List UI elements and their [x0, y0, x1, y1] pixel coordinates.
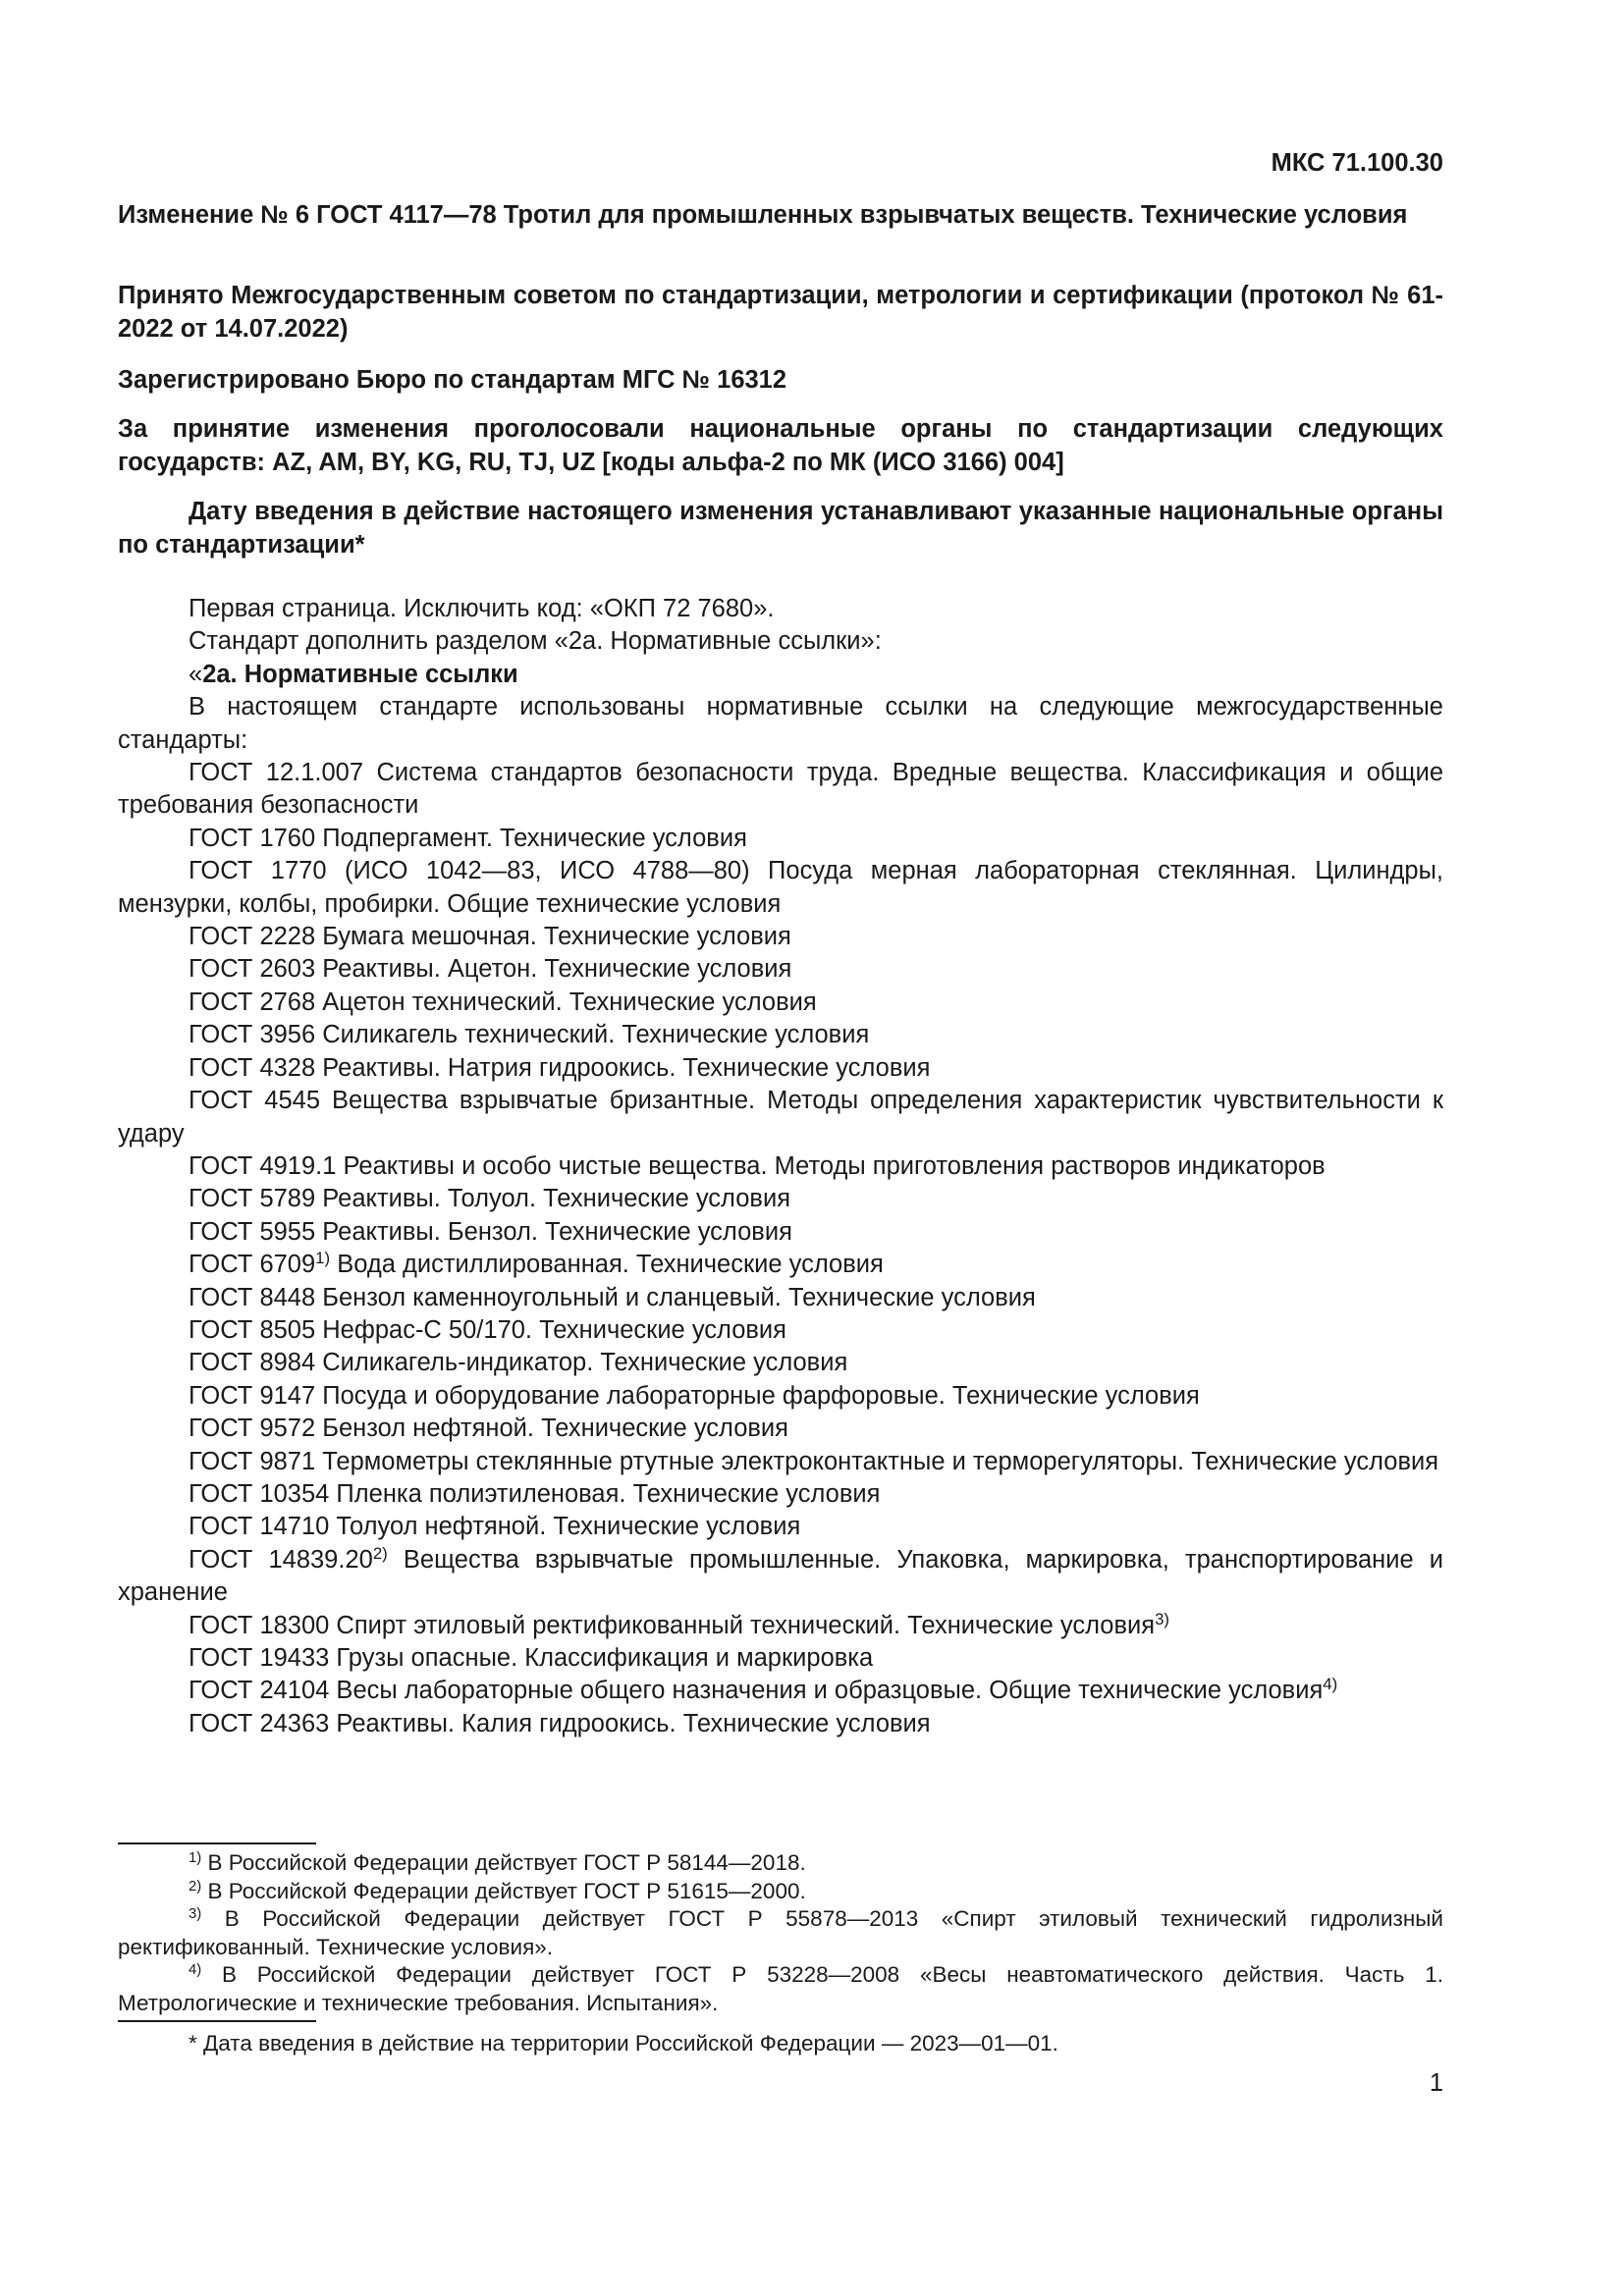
reference-item: ГОСТ 3956 Силикагель технический. Технические условия	[189, 1021, 870, 1049]
section-title: 2а. Нормативные ссылки	[202, 660, 518, 688]
reference-text: ГОСТ 18300 Спирт этиловый ректификованный технический. Технические условия	[189, 1611, 1156, 1639]
footnote-marker: 1)	[315, 1248, 331, 1267]
add-section-instruction: Стандарт дополнить разделом «2а. Нормативные ссылки»:	[189, 627, 882, 656]
reference-item	[118, 1675, 1443, 1707]
effective-date-note: Дату введения в действие настоящего изменения устанавливают указанные национальные органы по стандартизации*	[118, 498, 1443, 559]
footnote-text: В Российской Федерации действует ГОСТ Р 55878—2013 «Спирт этиловый технический гидролизный ректификованный. Технические условия».	[118, 1906, 1443, 1959]
footnote-text: В Российской Федерации действует ГОСТ Р 53228—2008 «Весы неавтоматического действия. Часть 1. Метрологические и технические требования. Испытания».	[118, 1962, 1443, 2015]
footnote	[118, 1961, 1443, 2017]
reference-text: ГОСТ 24104 Весы лабораторные общего назначения и образцовые. Общие технические условия	[189, 1677, 1324, 1705]
reference-text: ГОСТ 14839.20	[189, 1545, 373, 1574]
footnote-mark: 4)	[189, 1961, 202, 1978]
reference-item: ГОСТ 8448 Бензол каменноугольный и сланцевый. Технические условия	[189, 1283, 1036, 1311]
reference-item: ГОСТ 2768 Ацетон технический. Технические условия	[189, 988, 817, 1016]
footnote-mark: 1)	[189, 1849, 202, 1866]
section-heading	[118, 659, 1443, 691]
document-body	[118, 593, 1443, 1740]
reference-item: ГОСТ 1770 (ИСО 1042—83, ИСО 4788—80) Посуда мерная лабораторная стеклянная. Цилиндры, мензурки, колбы, пробирки. Общие технические условия	[118, 857, 1443, 918]
reference-item: ГОСТ 5955 Реактивы. Бензол. Технические условия	[189, 1217, 792, 1246]
section-quote: «	[189, 660, 203, 688]
reference-item	[118, 1544, 1443, 1610]
footnote-mark: 2)	[189, 1878, 202, 1895]
reference-item: ГОСТ 8505 Нефрас-С 50/170. Технические условия	[189, 1315, 786, 1344]
footnote-rule-2	[118, 2020, 316, 2022]
reference-item: ГОСТ 19433 Грузы опасные. Классификация и маркировка	[189, 1644, 874, 1672]
reference-item: ГОСТ 4545 Вещества взрывчатые бризантные. Методы определения характеристик чувствительности к удару	[118, 1087, 1443, 1148]
reference-text-tail: Вещества взрывчатые промышленные. Упаковка, маркировка, транспортирование и хранение	[118, 1545, 1443, 1607]
reference-list	[118, 757, 1443, 1740]
footnote-text: В Российской Федерации действует ГОСТ Р 58144—2018.	[201, 1850, 806, 1875]
voted-countries: За принятие изменения проголосовали национальные органы по стандартизации следующих государств: AZ, AM, BY, KG, RU, TJ, UZ [коды альфа-2 по МК (ИСО 3166) 004]	[118, 415, 1443, 476]
reference-item: ГОСТ 10354 Пленка полиэтиленовая. Технические условия	[189, 1479, 881, 1508]
mks-code: МКС 71.100.30	[1271, 149, 1443, 177]
first-page-instruction: Первая страница. Исключить код: «ОКП 72 7680».	[189, 595, 775, 622]
change-title: Изменение № 6 ГОСТ 4117—78 Тротил для промышленных взрывчатых веществ. Технические условия	[118, 201, 1408, 229]
reference-text: ГОСТ 6709	[189, 1251, 316, 1279]
footnote	[118, 1878, 1443, 1906]
reference-item: ГОСТ 9147 Посуда и оборудование лабораторные фарфоровые. Технические условия	[189, 1381, 1200, 1410]
adopted-by: Принято Межгосударственным советом по стандартизации, метрологии и сертификации (протокол № 61-2022 от 14.07.2022)	[118, 282, 1443, 343]
footnote-mark: 3)	[189, 1905, 202, 1922]
page-number: 1	[1429, 2069, 1443, 2097]
reference-item	[118, 1610, 1443, 1642]
footnote-text: В Российской Федерации действует ГОСТ Р 51615—2000.	[201, 1878, 806, 1903]
section-intro: В настоящем стандарте использованы нормативные ссылки на следующие межгосударственные стандарты:	[118, 693, 1443, 754]
reference-item: ГОСТ 1760 Подпергамент. Технические условия	[189, 824, 747, 852]
footnote-marker: 2)	[372, 1543, 388, 1563]
reference-item: ГОСТ 9871 Термометры стеклянные ртутные электроконтактные и терморегуляторы. Технические условия	[189, 1447, 1439, 1475]
reference-item: ГОСТ 24363 Реактивы. Калия гидроокись. Технические условия	[189, 1709, 931, 1737]
reference-item: ГОСТ 2603 Реактивы. Ацетон. Технические условия	[189, 955, 792, 984]
footnote	[118, 1849, 1443, 1878]
reference-item: ГОСТ 5789 Реактивы. Толуол. Технические условия	[189, 1185, 790, 1213]
footnote-rule	[118, 1842, 316, 1844]
reference-item: ГОСТ 9572 Бензол нефтяной. Технические условия	[189, 1415, 788, 1443]
reference-item: ГОСТ 2228 Бумага мешочная. Технические условия	[189, 923, 791, 951]
reference-text-tail: Вода дистиллированная. Технические условия	[330, 1251, 884, 1279]
footnote-marker: 3)	[1155, 1609, 1170, 1629]
star-footnote-block	[118, 2030, 1443, 2058]
reference-item: ГОСТ 8984 Силикагель-индикатор. Технические условия	[189, 1349, 848, 1377]
reference-item: ГОСТ 12.1.007 Система стандартов безопасности труда. Вредные вещества. Классификация и общие требования безопасности	[118, 759, 1443, 820]
reference-item: ГОСТ 4919.1 Реактивы и особо чистые вещества. Методы приготовления растворов индикаторов	[189, 1151, 1326, 1180]
reference-item: ГОСТ 4328 Реактивы. Натрия гидроокись. Технические условия	[189, 1053, 931, 1082]
reference-item: ГОСТ 14710 Толуол нефтяной. Технические условия	[189, 1513, 801, 1541]
footnote-list	[118, 1849, 1443, 2017]
reference-item	[118, 1249, 1443, 1281]
star-footnote: * Дата введения в действие на территории Российской Федерации — 2023—01—01.	[189, 2031, 1058, 2056]
registration: Зарегистрировано Бюро по стандартам МГС № 16312	[118, 366, 787, 394]
footnote-marker: 4)	[1323, 1675, 1338, 1694]
footnote	[118, 1905, 1443, 1961]
